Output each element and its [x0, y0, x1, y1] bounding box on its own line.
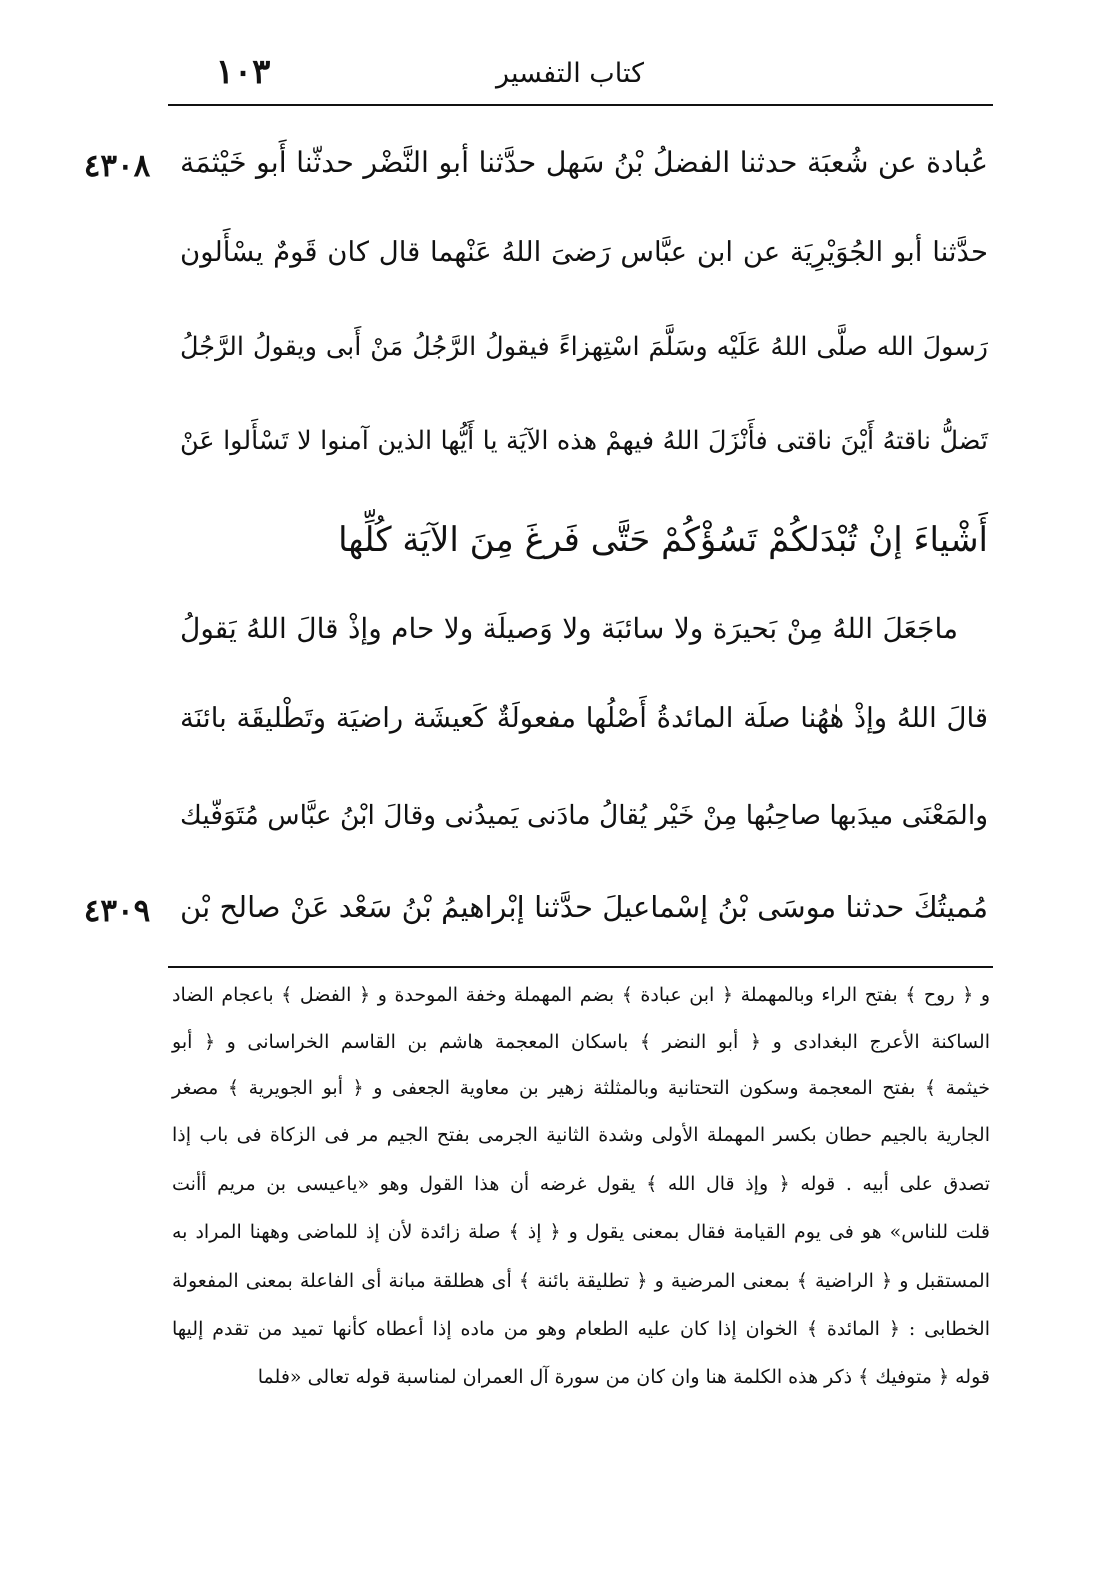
main-text-line: قالَ اللهُ وإذْ هٰهُنا صلَة المائدةُ أَصْلُها مفعولَةٌ كَعيشَة راضيَة وتَطْليقَة بائنَة	[180, 702, 988, 734]
footnote-line: خيثمة ﴾ بفتح المعجمة وسكون التحتانية وبالمثلثة زهير بن معاوية الجعفى و ﴿ أبو الجويرية ﴾ مصغر	[172, 1077, 990, 1099]
footnote-line: قوله ﴿ متوفيك ﴾ ذكر هذه الكلمة هنا وان كان من سورة آل العمران لمناسبة قوله تعالى «فلما	[257, 1366, 990, 1388]
footnote-line: المستقبل و ﴿ الراضية ﴾ بمعنى المرضية و ﴿ تطليقة بائنة ﴾ أى هطلقة مبانة أى الفاعلة بمعنى المفعولة	[172, 1270, 990, 1292]
hadith-number: ٤٣٠٨	[83, 148, 151, 184]
footnote-line: و ﴿ روح ﴾ بفتح الراء وبالمهملة ﴿ ابن عبادة ﴾ بضم المهملة وخفة الموحدة و ﴿ الفضل ﴾ باعجام الضاد	[172, 984, 990, 1006]
main-text-line: رَسولَ الله صلَّى اللهُ عَلَيْه وسَلَّمَ اسْتِهزاءً فيقولُ الرَّجُلُ مَنْ أَبى ويقولُ الرَّجُلُ	[180, 332, 988, 362]
main-text-line: حدَّثنا أبو الجُوَيْرِيَة عن ابن عبَّاس رَضىَ اللهُ عَنْهما قال كان قَومٌ يسْأَلون	[180, 236, 988, 268]
hadith-number: ٤٣٠٩	[83, 893, 151, 929]
footnote-line: الساكنة الأعرج البغدادى و ﴿ أبو النضر ﴾ باسكان المعجمة هاشم بن القاسم الخراسانى و ﴿ أبو	[172, 1031, 990, 1053]
main-text-line: عُبادة عن شُعبَة حدثنا الفضلُ بْنُ سَهل حدَّثنا أبو النَّضْر حدثّنا أَبو خَيْثمَة	[180, 146, 988, 179]
main-text-line: أَشْياءَ إنْ تُبْدَلكُمْ تَسُؤْكُمْ حَتَّى فَرغَ مِنَ الآيَة كُلِّها	[338, 520, 988, 560]
main-text-line: والمَعْنَى ميدَبها صاحِبُها مِنْ خَيْر يُقالُ مادَنى يَميدُنى وقالَ ابْنُ عبَّاس مُتَوَفّيك	[180, 800, 988, 831]
header-rule	[168, 104, 993, 106]
main-text-line: ماجَعَلَ اللهُ مِنْ بَحيرَة ولا سائبَة ولا وَصيلَة ولا حام وإذْ قالَ اللهُ يَقولُ	[180, 612, 958, 645]
footnote-rule	[168, 966, 993, 968]
main-text-line: تَضلُّ ناقتهُ أَيْنَ ناقتى فأَنْزَلَ اللهُ فيهمْ هذه الآيَة يا أَيُّها الذين آمنوا لا تَسْأَلوا عَنْ	[180, 426, 988, 456]
footnote-line: الجارية بالجيم حطان بكسر المهملة الأولى وشدة الثانية الجرمى بفتح الجيم مر فى الزكاة فى باب إذا	[172, 1124, 990, 1146]
footnote-line: الخطابى : ﴿ المائدة ﴾ الخوان إذا كان عليه الطعام وهو من ماده إذا أعطاه كأنها تميد من تقدم إليها	[172, 1318, 990, 1340]
page-number: ١٠٣	[215, 52, 271, 92]
running-header-title: كتاب التفسير	[496, 58, 644, 89]
main-text-line: مُميتُكَ حدثنا موسَى بْنُ إسْماعيلَ حدَّثنا إبْراهيمُ بْنُ سَعْد عَنْ صالح بْن	[180, 890, 988, 924]
footnote-line: تصدق على أبيه . قوله ﴿ وإذ قال الله ﴾ يقول غرضه أن هذا القول وهو «ياعيسى بن مريم أأنت	[172, 1173, 990, 1195]
footnote-line: قلت للناس» هو فى يوم القيامة فقال بمعنى يقول و ﴿ إذ ﴾ صلة زائدة لأن إذ للماضى وههنا المراد به	[172, 1221, 990, 1243]
